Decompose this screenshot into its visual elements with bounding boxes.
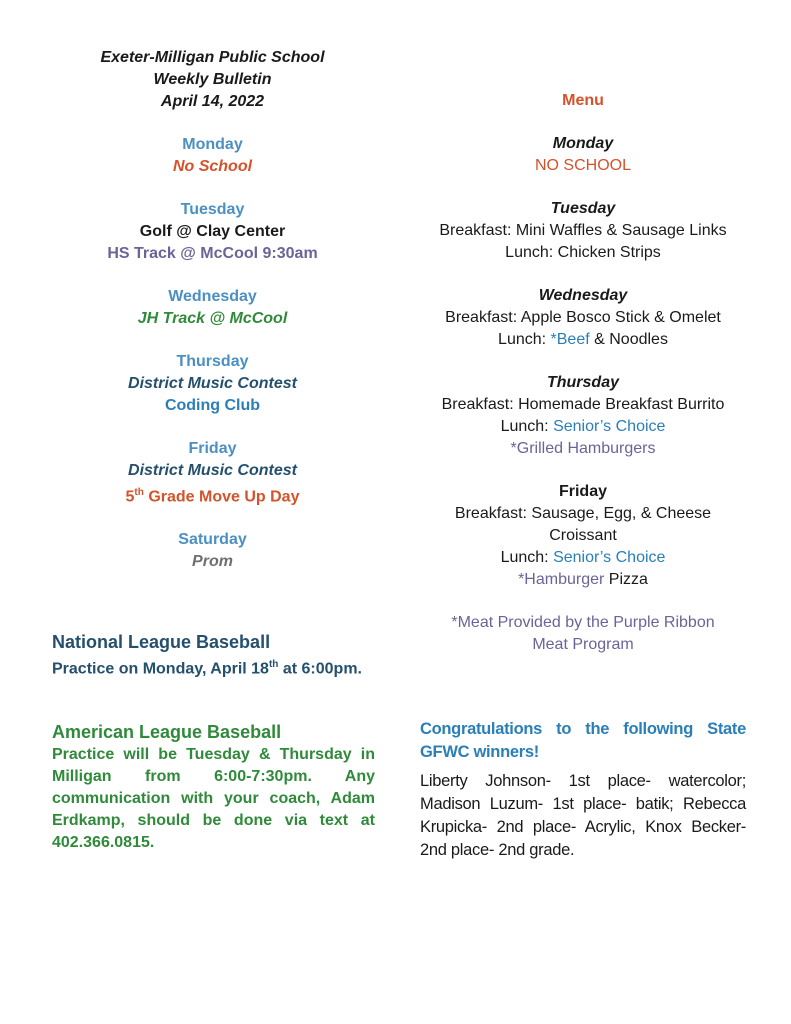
menu-friday-breakfast-1: Breakfast: Sausage, Egg, & Cheese <box>454 505 712 522</box>
bulletin-title: Weekly Bulletin <box>153 71 272 88</box>
gfwc-title: Congratulations to the following State GFWC winners! <box>420 720 746 761</box>
event-thursday-2: Coding Club <box>164 397 261 414</box>
school-name: Exeter-Milligan Public School <box>100 49 325 66</box>
lunch-side-item: & Noodles <box>589 331 668 348</box>
day-tuesday: Tuesday <box>180 201 245 218</box>
menu-tuesday-lunch: Lunch: Chicken Strips <box>505 244 661 261</box>
lunch-meat-item: *Hamburger <box>518 571 605 588</box>
event-wednesday-1: JH Track @ McCool <box>137 310 288 327</box>
menu-monday-note: NO SCHOOL <box>534 157 631 174</box>
event-saturday-1: Prom <box>192 553 233 571</box>
menu-wednesday-breakfast: Breakfast: Apple Bosco Stick & Omelet <box>445 309 721 326</box>
menu-day-wednesday: Wednesday <box>538 287 628 304</box>
menu-title: Menu <box>562 92 604 109</box>
lunch-choice: Senior’s Choice <box>553 549 666 566</box>
event-monday-1: No School <box>172 158 253 175</box>
event-friday-2 <box>40 482 385 508</box>
day-saturday: Saturday <box>178 531 247 549</box>
day-friday: Friday <box>188 440 237 457</box>
menu-thursday-breakfast: Breakfast: Homemade Breakfast Burrito <box>441 396 725 413</box>
menu-friday-lunch <box>415 547 751 569</box>
event-tuesday-1: Golf @ Clay Center <box>139 223 286 240</box>
lunch-label: Lunch: <box>500 549 554 566</box>
lunch-choice: Senior’s Choice <box>553 418 666 435</box>
national-league-superscript: th <box>268 659 279 670</box>
lunch-side-item: Pizza <box>604 571 648 588</box>
event-tuesday-2: HS Track @ McCool 9:30am <box>107 245 318 262</box>
american-league-section <box>52 721 375 854</box>
national-league-text-main: Practice on Monday, April 18 <box>52 660 269 678</box>
move-up-number: 5 <box>125 488 135 506</box>
menu-day-monday: Monday <box>552 135 614 152</box>
menu-day-friday: Friday <box>558 483 607 500</box>
national-league-section <box>52 631 375 680</box>
event-thursday-1: District Music Contest <box>128 375 297 392</box>
american-league-text: Practice will be Tuesday & Thursday in Milligan from 6:00-7:30pm. Any communication with your coach, Adam Erdkamp, should be done via text at 402.366.0815. <box>52 746 375 851</box>
weekly-schedule <box>40 47 385 573</box>
lunch-menu <box>415 90 751 656</box>
day-wednesday: Wednesday <box>168 288 257 305</box>
menu-day-thursday: Thursday <box>546 374 619 391</box>
lunch-meat-item: *Beef <box>550 331 590 348</box>
menu-wednesday-lunch <box>415 329 751 351</box>
menu-footnote-2: Meat Program <box>532 636 634 653</box>
event-friday-1: District Music Contest <box>128 462 297 479</box>
gfwc-text: Liberty Johnson- 1st place- watercolor; Madison Luzum- 1st place- batik; Rebecca Krupicka- 2nd place- Acrylic, Knox Becker- 2nd place- 2nd grade. <box>420 772 746 859</box>
bulletin-date: April 14, 2022 <box>160 93 265 110</box>
menu-thursday-lunch-item: *Grilled Hamburgers <box>510 440 656 457</box>
day-thursday: Thursday <box>176 353 249 370</box>
national-league-title: National League Baseball <box>52 632 271 652</box>
national-league-text-end: at 6:00pm. <box>278 660 362 678</box>
lunch-label: Lunch: <box>500 418 554 435</box>
menu-tuesday-breakfast: Breakfast: Mini Waffles & Sausage Links <box>439 222 727 239</box>
menu-friday-lunch-item <box>415 569 751 591</box>
menu-day-tuesday: Tuesday <box>550 200 616 217</box>
lunch-label: Lunch: <box>498 331 551 348</box>
american-league-title: American League Baseball <box>52 722 282 742</box>
menu-footnote-1: *Meat Provided by the Purple Ribbon <box>451 614 715 631</box>
menu-friday-breakfast-2: Croissant <box>549 527 617 544</box>
move-up-text: Grade Move Up Day <box>143 488 300 506</box>
day-monday: Monday <box>182 136 243 153</box>
move-up-superscript: th <box>134 487 144 498</box>
menu-thursday-lunch <box>415 416 751 438</box>
national-league-text <box>52 654 375 680</box>
gfwc-winners-section <box>420 718 746 862</box>
